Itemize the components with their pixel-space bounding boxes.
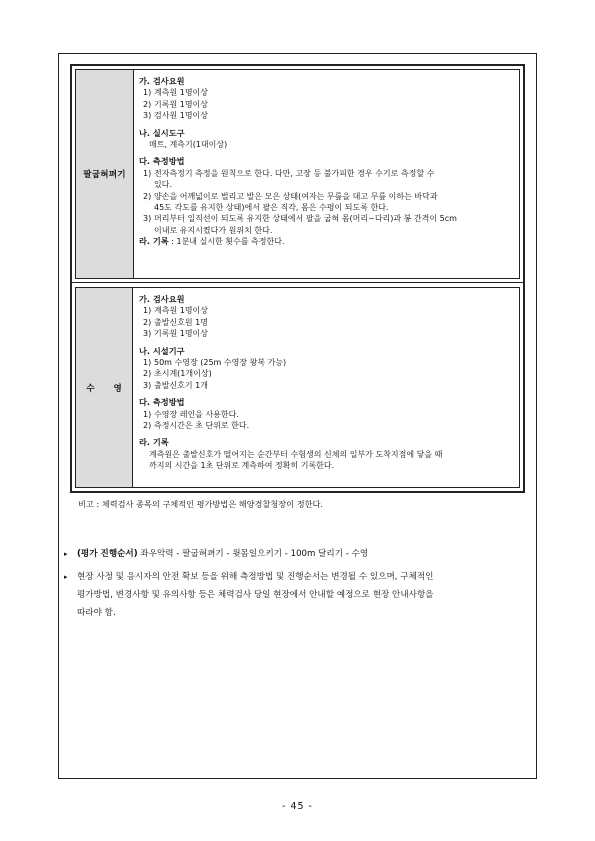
record-paragraph: 계측원은 출발신호가 떨어지는 순간부터 수험생의 신체의 일부가 도착지점에 닿을 때 bbox=[149, 449, 443, 459]
record-line: 라. 기록 : 1분내 실시한 횟수를 측정한다. bbox=[139, 236, 285, 247]
section-title: 나. 시설기구 bbox=[139, 345, 185, 356]
section-title: 가. 검사요원 bbox=[139, 294, 185, 304]
test-table bbox=[70, 64, 525, 493]
section-title: 다. 측정방법 bbox=[139, 397, 185, 408]
list-item: 1) 수영장 레인을 사용한다. bbox=[143, 409, 239, 419]
table-row bbox=[72, 66, 523, 283]
list-item-continued: 있다. bbox=[154, 180, 172, 190]
list-item-continued: 45도 각도를 유지한 상태)에서 팔은 직각, 몸은 수평이 되도록 한다. bbox=[154, 203, 389, 213]
list-item: 2) 양손을 어깨넓이로 벌리고 발은 모은 상태(여자는 무릎을 대고 무릎 이하는 바닥과 bbox=[143, 191, 438, 201]
list-item: 1) 계측원 1명이상 bbox=[143, 306, 209, 316]
list-item: 3) 출발신호기 1개 bbox=[143, 380, 209, 390]
table-row bbox=[72, 283, 523, 491]
row-content bbox=[139, 76, 517, 248]
table-note: 비고 : 체력검사 종목의 구체적인 평가방법은 해양경찰청장이 정한다. bbox=[78, 499, 324, 509]
row-label: 팔굽혀펴기 bbox=[76, 70, 134, 278]
list-item: 2) 기록원 1명이상 bbox=[143, 99, 209, 109]
list-item: 3) 머리부터 일직선이 되도록 유지한 상태에서 팔을 굽혀 몸(머리~다리)과 봉 간격이 5cm bbox=[143, 214, 457, 224]
section-title: 라. 기록 bbox=[139, 437, 169, 448]
bullet-marker-icon: ▸ bbox=[64, 573, 68, 581]
list-item: 2) 출발신호원 1명 bbox=[143, 317, 209, 327]
list-item: 1) 계측원 1명이상 bbox=[143, 88, 209, 98]
list-item: 1) 전자측정기 측정을 원칙으로 한다. 다만, 고장 등 불가피한 경우 수기로 측정할 수 bbox=[143, 168, 435, 178]
list-item: 2) 측정시간은 초 단위로 한다. bbox=[143, 421, 250, 431]
list-item-continued: 이내로 유지시켰다가 원위치 한다. bbox=[154, 225, 273, 235]
bullet-evaluation-order: ▸ (평가 진행순서) 좌우악력 - 팔굽혀펴기 - 윗몸일으키기 - 100m 달리기 - 수영 bbox=[64, 545, 530, 563]
bullet-notice: ▸ 현장 사정 및 응시자의 안전 확보 등을 위해 측정방법 및 진행순서는 변경될 수 있으며, 구체적인 평가방법, 변경사항 및 유의사항 등은 체력검사 당일 현장에서 안내할 예정으로 현장 안내사항을 따라야 함. bbox=[64, 568, 530, 622]
row-label: 수 영 bbox=[76, 288, 133, 487]
list-item: 2) 초시계(1개이상) bbox=[143, 369, 212, 379]
section-title: 가. 검사요원 bbox=[139, 76, 185, 86]
section-title: 다. 측정방법 bbox=[139, 156, 185, 167]
bullet-marker-icon: ▸ bbox=[64, 550, 68, 558]
record-paragraph: 까지의 시간을 1초 단위로 계측하여 정확히 기록한다. bbox=[149, 461, 335, 471]
row-content bbox=[139, 294, 517, 472]
list-item: 1) 50m 수영장 (25m 수영장 왕복 가능) bbox=[143, 358, 287, 368]
list-item: 3) 기록원 1명이상 bbox=[143, 329, 209, 339]
list-item: 3) 검사원 1명이상 bbox=[143, 111, 209, 121]
section-text: 매트, 계측기(1대이상) bbox=[149, 140, 228, 150]
section-title: 나. 실시도구 bbox=[139, 127, 185, 138]
page-number: - 45 - bbox=[282, 801, 313, 812]
